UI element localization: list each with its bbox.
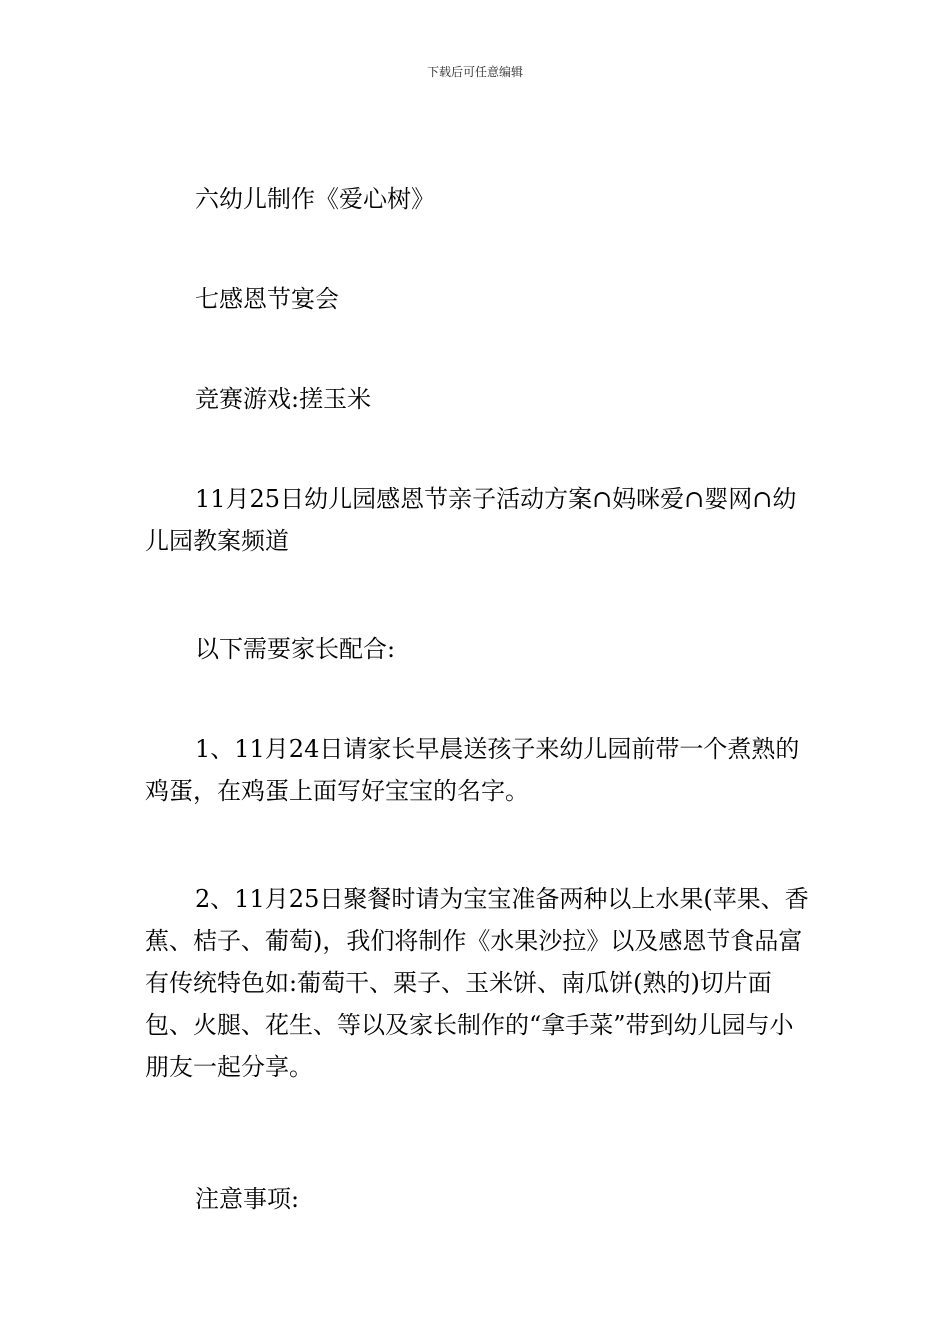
paragraph-parent-cooperation [145, 628, 810, 670]
paragraph-item-1 [145, 728, 810, 812]
paragraph-thanksgiving-feast [145, 278, 810, 320]
paragraph-corn-game [145, 378, 810, 420]
paragraph-notes-heading [145, 1178, 810, 1220]
paragraph-text: 七感恩节宴会 [195, 285, 339, 313]
paragraph-text: 11月25日幼儿园感恩节亲子活动方案∩妈咪爱∩婴网∩幼儿园教案频道 [145, 485, 797, 555]
paragraph-text: 1、11月24日请家长早晨送孩子来幼儿园前带一个煮熟的鸡蛋，在鸡蛋上面写好宝宝的名字。 [145, 735, 800, 805]
paragraph-item-2 [145, 878, 810, 1088]
paragraph-activity-plan-title [145, 478, 810, 562]
paragraph-text: 2、11月25日聚餐时请为宝宝准备两种以上水果(苹果、香蕉、桔子、葡萄)，我们将制作《水果沙拉》以及感恩节食品富有传统特色如:葡萄干、栗子、玉米饼、南瓜饼(熟的)切片面包、火腿、花生、等以及家长制作的“拿手菜”带到幼儿园与小朋友一起分享。 [145, 885, 809, 1081]
paragraph-text: 注意事项: [195, 1185, 300, 1213]
paragraph-love-tree [145, 178, 810, 220]
paragraph-text: 六幼儿制作《爱心树》 [195, 185, 435, 213]
paragraph-text: 竞赛游戏:搓玉米 [195, 385, 372, 413]
paragraph-text: 以下需要家长配合: [195, 635, 396, 663]
page-header: 下载后可任意编辑 [426, 65, 523, 79]
